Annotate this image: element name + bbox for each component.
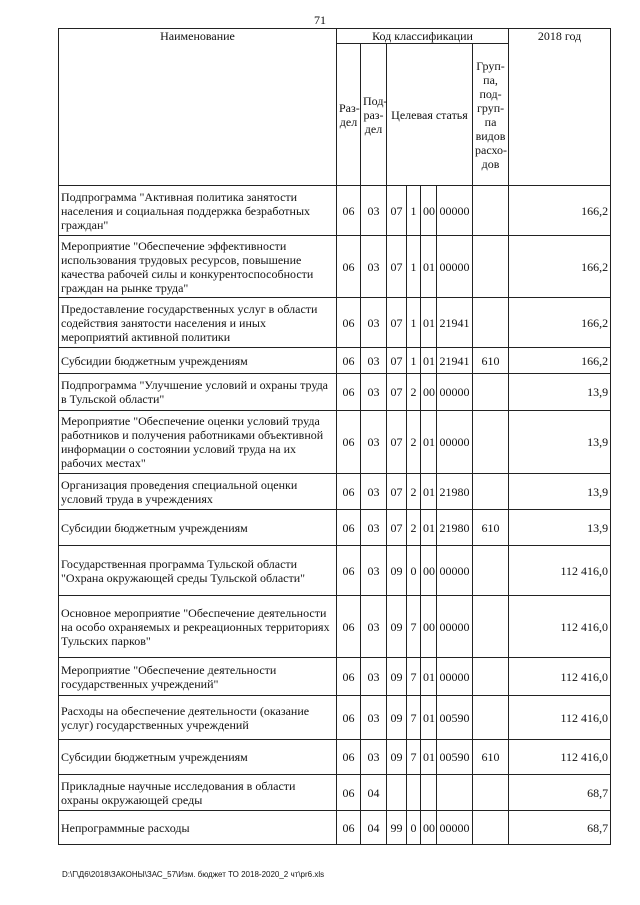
row-target-event: 01	[421, 298, 437, 348]
row-subsection: 03	[361, 546, 387, 596]
table-row	[59, 696, 611, 740]
row-expense-group: 610	[473, 348, 509, 374]
row-target-subprogram: 0	[407, 811, 421, 845]
row-expense-group	[473, 696, 509, 740]
row-section: 06	[337, 696, 361, 740]
row-target-direction	[437, 775, 473, 811]
row-expense-group	[473, 298, 509, 348]
row-target-subprogram: 7	[407, 658, 421, 696]
header-row-top	[59, 29, 611, 44]
row-section: 06	[337, 186, 361, 236]
row-target-subprogram: 2	[407, 411, 421, 474]
row-target-direction: 00000	[437, 411, 473, 474]
row-subsection: 03	[361, 474, 387, 510]
row-amount: 166,2	[509, 186, 611, 236]
row-target-event: 01	[421, 696, 437, 740]
table-row	[59, 596, 611, 658]
row-amount: 166,2	[509, 298, 611, 348]
row-target-direction: 00000	[437, 236, 473, 298]
row-subsection: 03	[361, 658, 387, 696]
row-target-direction: 00000	[437, 186, 473, 236]
row-subsection: 03	[361, 374, 387, 411]
row-target-program: 07	[387, 474, 407, 510]
row-amount: 112 416,0	[509, 546, 611, 596]
row-subsection: 03	[361, 596, 387, 658]
row-target-subprogram: 0	[407, 546, 421, 596]
row-expense-group	[473, 546, 509, 596]
row-target-program: 09	[387, 740, 407, 775]
row-name: Субсидии бюджетным учреждениям	[59, 740, 337, 775]
row-target-event: 01	[421, 236, 437, 298]
row-target-direction: 21980	[437, 510, 473, 546]
row-target-program: 07	[387, 374, 407, 411]
row-section: 06	[337, 811, 361, 845]
row-name: Основное мероприятие "Обеспечение деятельности на особо охраняемых и рекреационных территориях Тульских парков"	[59, 596, 337, 658]
row-target-direction: 00590	[437, 696, 473, 740]
row-name: Прикладные научные исследования в области охраны окружающей среды	[59, 775, 337, 811]
row-target-program: 07	[387, 236, 407, 298]
row-name: Мероприятие "Обеспечение деятельности государственных учреждений"	[59, 658, 337, 696]
row-subsection: 04	[361, 811, 387, 845]
row-target-event: 00	[421, 546, 437, 596]
row-subsection: 03	[361, 740, 387, 775]
header-code: Код классификации	[337, 29, 509, 44]
header-section: Раз- дел	[337, 44, 361, 186]
row-target-subprogram: 1	[407, 236, 421, 298]
row-target-event: 00	[421, 596, 437, 658]
row-section: 06	[337, 348, 361, 374]
row-amount: 68,7	[509, 775, 611, 811]
row-target-event: 01	[421, 411, 437, 474]
row-target-event: 01	[421, 348, 437, 374]
table-row	[59, 411, 611, 474]
table-row	[59, 658, 611, 696]
row-section: 06	[337, 236, 361, 298]
row-target-program: 09	[387, 696, 407, 740]
row-target-program: 07	[387, 348, 407, 374]
budget-table	[58, 28, 611, 845]
header-year: 2018 год	[509, 29, 611, 186]
row-target-program: 09	[387, 596, 407, 658]
row-expense-group	[473, 186, 509, 236]
row-target-subprogram: 1	[407, 186, 421, 236]
table-row	[59, 236, 611, 298]
row-target-subprogram: 1	[407, 298, 421, 348]
row-target-direction: 00000	[437, 658, 473, 696]
row-section: 06	[337, 510, 361, 546]
row-expense-group	[473, 236, 509, 298]
row-name: Субсидии бюджетным учреждениям	[59, 348, 337, 374]
row-target-event: 00	[421, 186, 437, 236]
row-target-event: 01	[421, 474, 437, 510]
row-subsection: 03	[361, 186, 387, 236]
row-amount: 13,9	[509, 510, 611, 546]
table-row	[59, 474, 611, 510]
row-expense-group	[473, 811, 509, 845]
row-target-direction: 00000	[437, 811, 473, 845]
row-section: 06	[337, 298, 361, 348]
row-target-event: 01	[421, 510, 437, 546]
row-target-direction: 21941	[437, 348, 473, 374]
row-name: Предоставление государственных услуг в области содействия занятости населения и иных мероприятий активной политики	[59, 298, 337, 348]
row-target-program: 07	[387, 298, 407, 348]
row-amount: 68,7	[509, 811, 611, 845]
row-target-direction: 21980	[437, 474, 473, 510]
row-expense-group	[473, 775, 509, 811]
row-expense-group	[473, 596, 509, 658]
row-subsection: 03	[361, 696, 387, 740]
row-subsection: 03	[361, 411, 387, 474]
row-section: 06	[337, 740, 361, 775]
table-row	[59, 374, 611, 411]
row-section: 06	[337, 658, 361, 696]
row-target-program	[387, 775, 407, 811]
row-name: Мероприятие "Обеспечение эффективности использования трудовых ресурсов, повышение качества рабочей силы и конкурентоспособности граждан на рынке труда"	[59, 236, 337, 298]
table-row	[59, 775, 611, 811]
table-row	[59, 348, 611, 374]
row-name: Мероприятие "Обеспечение оценки условий труда работников и получения работниками объективной информации о состоянии условий труда на их рабочих местах"	[59, 411, 337, 474]
row-target-program: 99	[387, 811, 407, 845]
row-target-program: 09	[387, 658, 407, 696]
row-target-direction: 00590	[437, 740, 473, 775]
row-amount: 112 416,0	[509, 740, 611, 775]
row-subsection: 03	[361, 236, 387, 298]
row-name: Субсидии бюджетным учреждениям	[59, 510, 337, 546]
row-section: 06	[337, 411, 361, 474]
row-target-direction: 00000	[437, 596, 473, 658]
row-target-direction: 21941	[437, 298, 473, 348]
row-target-subprogram: 7	[407, 740, 421, 775]
footer-file-path: D:\Г\Д6\2018\ЗАКОНЫ\ЗАС_57\Изм. бюджет ТО 2018-2020_2 чт\pr6.xls	[62, 870, 325, 879]
table-row	[59, 740, 611, 775]
row-target-event	[421, 775, 437, 811]
row-expense-group	[473, 658, 509, 696]
row-target-subprogram: 2	[407, 510, 421, 546]
row-amount: 13,9	[509, 411, 611, 474]
row-target-subprogram: 2	[407, 374, 421, 411]
row-subsection: 03	[361, 298, 387, 348]
header-group: Груп- па, под- груп- па видов расхо- дов	[473, 44, 509, 186]
row-section: 06	[337, 775, 361, 811]
header-target: Целевая статья	[387, 44, 473, 186]
row-name: Государственная программа Тульской области "Охрана окружающей среды Тульской области"	[59, 546, 337, 596]
row-name: Непрограммные расходы	[59, 811, 337, 845]
row-target-subprogram: 7	[407, 696, 421, 740]
table-row	[59, 546, 611, 596]
table-body	[59, 186, 611, 845]
table-row	[59, 811, 611, 845]
row-target-program: 09	[387, 546, 407, 596]
row-amount: 166,2	[509, 348, 611, 374]
row-amount: 112 416,0	[509, 696, 611, 740]
row-expense-group: 610	[473, 740, 509, 775]
row-target-program: 07	[387, 510, 407, 546]
row-subsection: 03	[361, 348, 387, 374]
row-target-program: 07	[387, 186, 407, 236]
row-target-event: 00	[421, 811, 437, 845]
row-section: 06	[337, 596, 361, 658]
header-name: Наименование	[59, 29, 337, 186]
row-section: 06	[337, 474, 361, 510]
row-name: Организация проведения специальной оценки условий труда в учреждениях	[59, 474, 337, 510]
row-target-subprogram	[407, 775, 421, 811]
row-target-event: 01	[421, 658, 437, 696]
row-section: 06	[337, 374, 361, 411]
row-amount: 13,9	[509, 474, 611, 510]
table-row	[59, 510, 611, 546]
row-target-program: 07	[387, 411, 407, 474]
row-name: Подпрограмма "Улучшение условий и охраны труда в Тульской области"	[59, 374, 337, 411]
row-target-subprogram: 1	[407, 348, 421, 374]
row-amount: 112 416,0	[509, 658, 611, 696]
row-target-subprogram: 2	[407, 474, 421, 510]
row-amount: 13,9	[509, 374, 611, 411]
page-number: 71	[314, 13, 326, 27]
row-expense-group	[473, 411, 509, 474]
row-amount: 166,2	[509, 236, 611, 298]
row-expense-group: 610	[473, 510, 509, 546]
row-expense-group	[473, 474, 509, 510]
table-row	[59, 186, 611, 236]
row-target-direction: 00000	[437, 374, 473, 411]
row-target-event: 01	[421, 740, 437, 775]
row-amount: 112 416,0	[509, 596, 611, 658]
table-row	[59, 298, 611, 348]
row-target-subprogram: 7	[407, 596, 421, 658]
row-name: Расходы на обеспечение деятельности (оказание услуг) государственных учреждений	[59, 696, 337, 740]
row-target-event: 00	[421, 374, 437, 411]
row-target-direction: 00000	[437, 546, 473, 596]
row-subsection: 03	[361, 510, 387, 546]
row-section: 06	[337, 546, 361, 596]
row-subsection: 04	[361, 775, 387, 811]
row-name: Подпрограмма "Активная политика занятости населения и социальная поддержка безработных граждан"	[59, 186, 337, 236]
header-subsection: Под- раз- дел	[361, 44, 387, 186]
row-expense-group	[473, 374, 509, 411]
